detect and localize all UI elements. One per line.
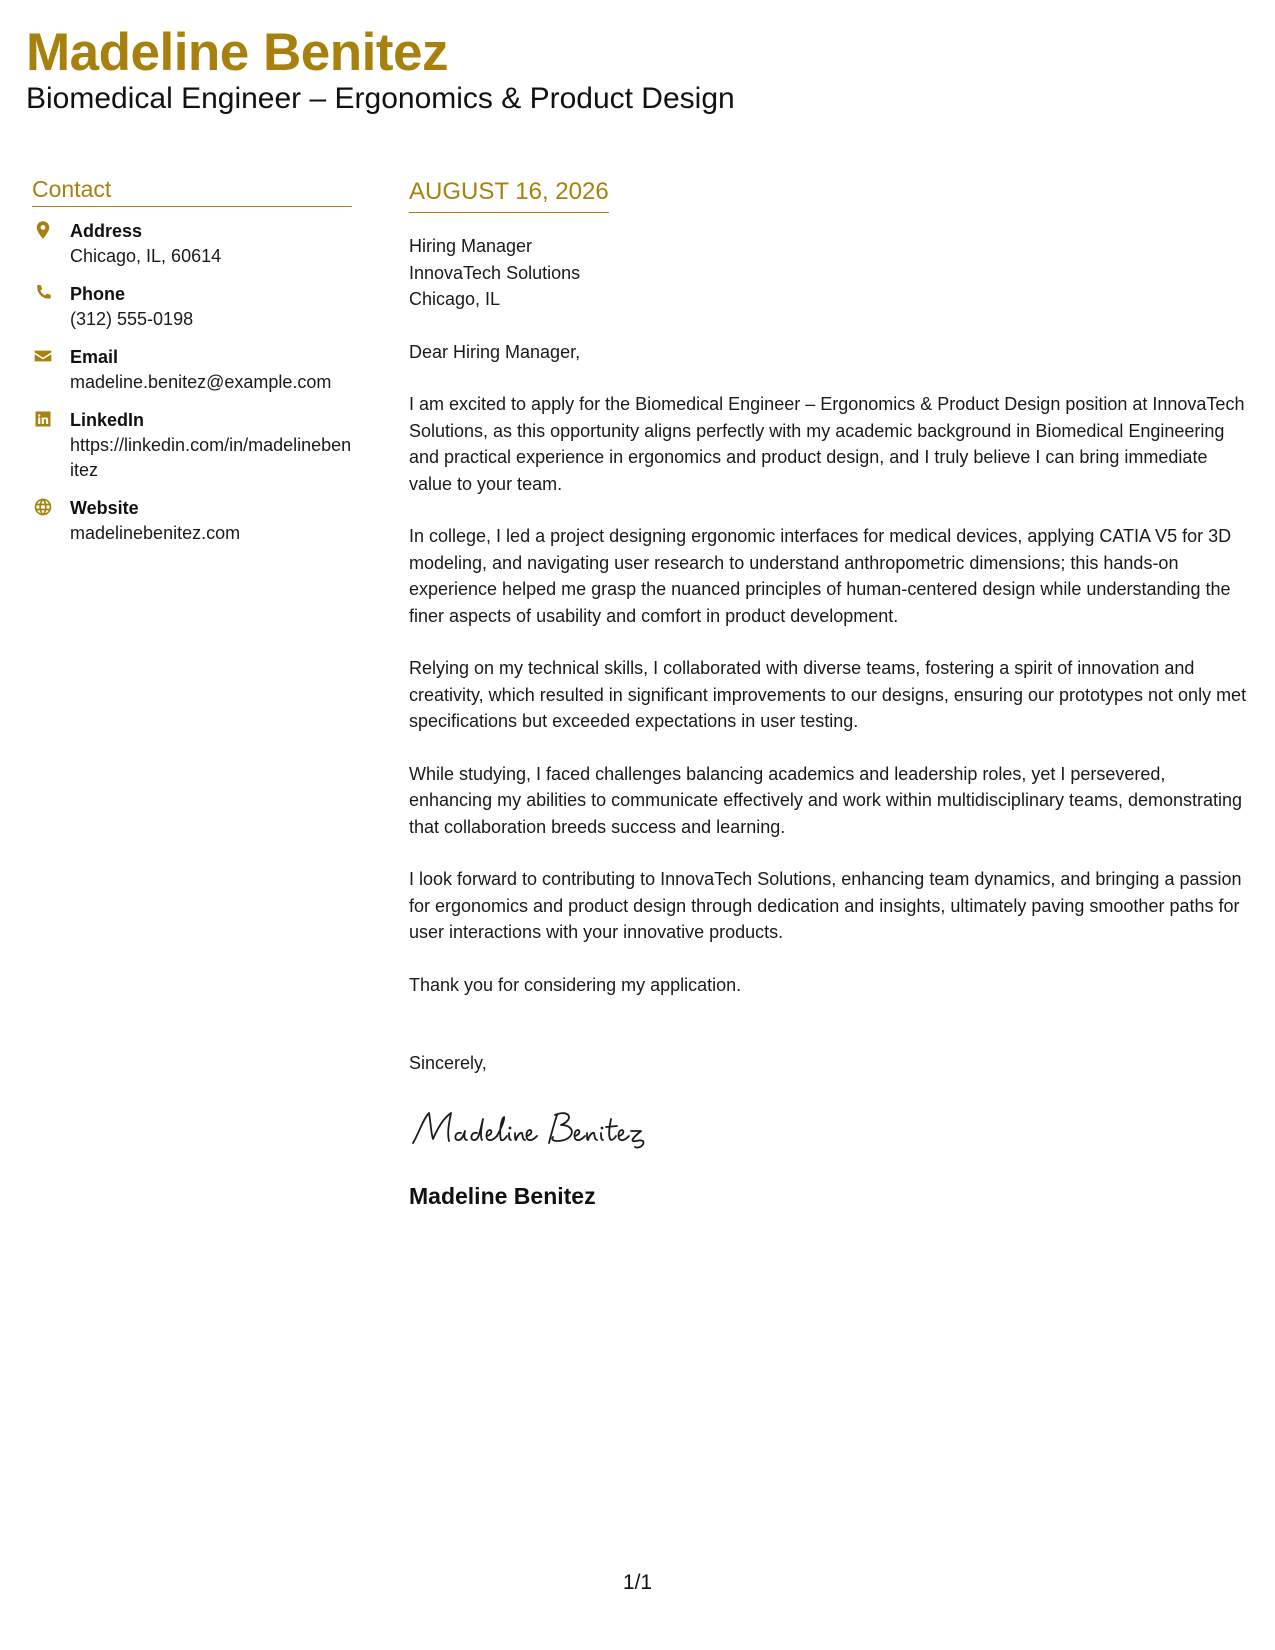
recipient-line: InnovaTech Solutions bbox=[409, 262, 581, 283]
letter-body bbox=[409, 178, 1249, 1210]
handwritten-signature bbox=[409, 1103, 1249, 1153]
contact-value-phone: (312) 555-0198 bbox=[70, 309, 194, 329]
location-pin-icon bbox=[32, 219, 54, 241]
contact-value-address: Chicago, IL, 60614 bbox=[70, 246, 222, 266]
contact-value-linkedin[interactable]: https://linkedin.com/in/madelinebenitez bbox=[70, 435, 352, 480]
applicant-name: Madeline Benitez bbox=[26, 23, 448, 82]
applicant-role: Biomedical Engineer – Ergonomics & Product Design bbox=[26, 82, 735, 115]
letter-paragraph: In college, I led a project designing ergonomic interfaces for medical devices, applying CATIA V5 for 3D modeling, and navigating user research to understand anthropometric dimensions; this hands-on experience helped me grasp the nuanced principles of human-centered design while understanding the finer aspects of usability and comfort in product development. bbox=[409, 526, 1232, 626]
recipient-line: Hiring Manager bbox=[409, 236, 533, 256]
letter-paragraph: Thank you for considering my application. bbox=[409, 974, 742, 995]
page-number: 1/1 bbox=[622, 1571, 653, 1594]
contact-label-website: Website bbox=[70, 498, 139, 518]
recipient-block bbox=[409, 233, 1249, 313]
contact-item-phone bbox=[32, 282, 352, 332]
contact-label-address: Address bbox=[70, 221, 143, 241]
contact-item-linkedin bbox=[32, 408, 352, 483]
contact-item-website bbox=[32, 496, 352, 546]
contact-label-linkedin: LinkedIn bbox=[70, 410, 145, 430]
letter-paragraph: While studying, I faced challenges balancing academics and leadership roles, yet I persevered, enhancing my abilities to communicate effectively and work within multidisciplinary teams, demonstrating that collaboration breeds success and learning. bbox=[409, 763, 1243, 837]
contact-item-email bbox=[32, 345, 352, 395]
envelope-icon bbox=[32, 345, 54, 367]
letter-paragraph: I am excited to apply for the Biomedical Engineer – Ergonomics & Product Design position at InnovaTech Solutions, as this opportunity aligns perfectly with my academic background in Biomedical Engineering and practical experience in ergonomics and product design, and I truly believe I can bring immediate value to your team. bbox=[409, 394, 1245, 494]
letter-header bbox=[26, 22, 735, 116]
contact-label-phone: Phone bbox=[70, 284, 126, 304]
linkedin-icon bbox=[32, 408, 54, 430]
letter-date: AUGUST 16, 2026 bbox=[409, 178, 609, 213]
signed-name: Madeline Benitez bbox=[409, 1182, 596, 1209]
greeting: Dear Hiring Manager, bbox=[409, 341, 581, 362]
closing: Sincerely, bbox=[409, 1053, 487, 1073]
phone-icon bbox=[32, 282, 54, 304]
contact-value-email[interactable]: madeline.benitez@example.com bbox=[70, 372, 332, 392]
globe-icon bbox=[32, 496, 54, 518]
contact-value-website[interactable]: madelinebenitez.com bbox=[70, 523, 241, 543]
letter-paragraph: I look forward to contributing to InnovaTech Solutions, enhancing team dynamics, and bringing a passion for ergonomics and product design through dedication and insights, ultimately paving smoother paths for user interactions with your innovative products. bbox=[409, 869, 1242, 942]
contact-sidebar bbox=[32, 176, 352, 559]
letter-paragraph: Relying on my technical skills, I collaborated with diverse teams, fostering a spirit of innovation and creativity, which resulted in significant improvements to our designs, ensuring our prototypes not only met specifications but exceeded expectations in user testing. bbox=[409, 658, 1247, 731]
contact-heading: Contact bbox=[32, 176, 352, 207]
contact-item-address bbox=[32, 219, 352, 269]
recipient-line: Chicago, IL bbox=[409, 289, 501, 309]
contact-label-email: Email bbox=[70, 347, 119, 367]
